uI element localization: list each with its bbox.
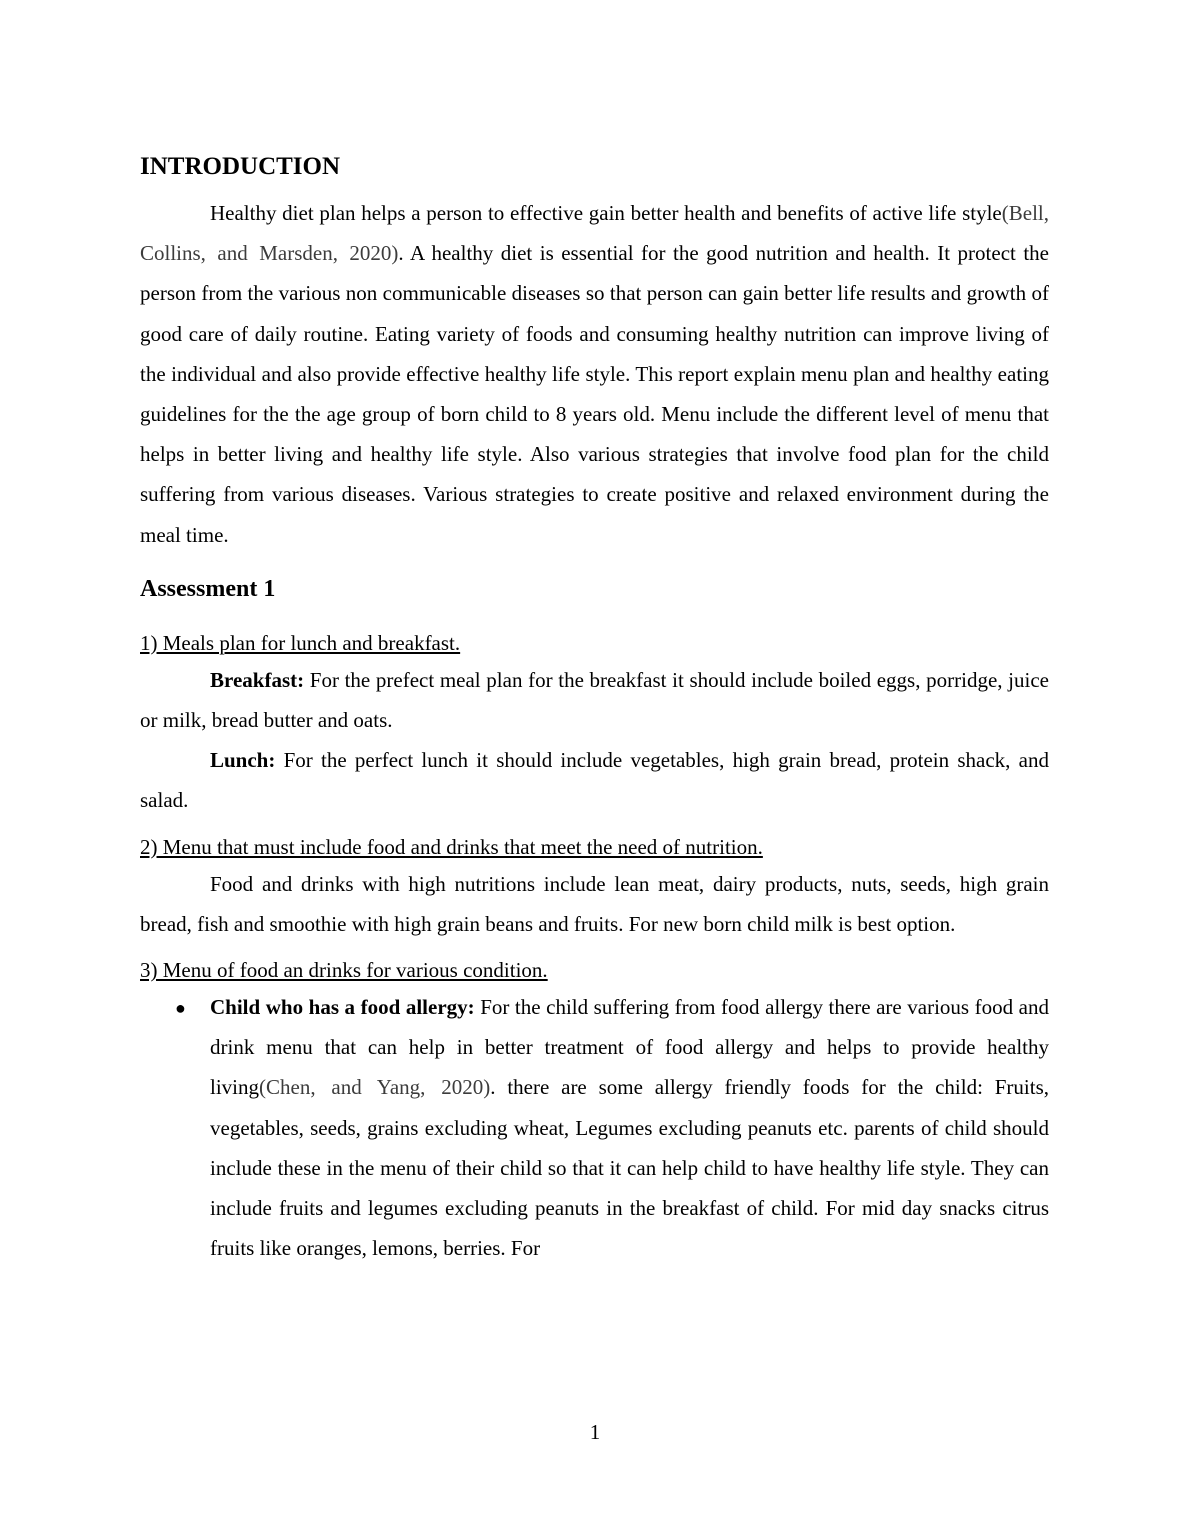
intro-text-1: Healthy diet plan helps a person to effective gain better health and benefits of active life style xyxy=(210,201,1002,225)
breakfast-paragraph xyxy=(140,660,1049,740)
food-allergy-paragraph xyxy=(210,987,1049,1268)
breakfast-label: Breakfast: xyxy=(210,667,305,692)
section-2-title: 2) Menu that must include food and drinks that meet the need of nutrition. xyxy=(140,834,763,859)
assessment-heading: Assessment 1 xyxy=(140,575,276,602)
section-1-title: 1) Meals plan for lunch and breakfast. xyxy=(140,630,461,655)
food-allergy-text-2: . there are some allergy friendly foods for the child: Fruits, vegetables, seeds, grains excluding wheat, Legumes excluding peanuts etc. parents of child should include these in the menu of their child so that it can help child to have healthy life style. They can include fruits and legumes excluding peanuts in the breakfast of child. For mid day snacks citrus fruits like oranges, lemons, berries. For xyxy=(210,1075,1049,1261)
citation-chen-2020: (Chen, and Yang, 2020) xyxy=(259,1075,491,1100)
introduction-heading: INTRODUCTION xyxy=(140,153,341,180)
nutrition-paragraph: Food and drinks with high nutritions include lean meat, dairy products, nuts, seeds, high grain bread, fish and smoothie with high grain beans and fruits. For new born child milk is best option. xyxy=(140,871,1049,936)
introduction-paragraph xyxy=(140,193,1049,555)
bullet-icon: ● xyxy=(175,998,186,1019)
list-item xyxy=(140,987,1049,1268)
breakfast-text: For the prefect meal plan for the breakfast it should include boiled eggs, porridge, juice or milk, bread butter and oats. xyxy=(140,667,1049,733)
lunch-text: For the perfect lunch it should include vegetables, high grain bread, protein shack, and salad. xyxy=(140,748,1049,813)
section-3-title: 3) Menu of food an drinks for various condition. xyxy=(140,958,548,983)
document-page xyxy=(140,150,1049,1268)
lunch-paragraph xyxy=(140,740,1049,820)
lunch-label: Lunch: xyxy=(210,748,276,773)
food-allergy-label: Child who has a food allergy: xyxy=(210,995,475,1020)
intro-text-2: . A healthy diet is essential for the good nutrition and health. It protect the person from the various non communicable diseases so that person can gain better life results and growth of good care of daily routine. Eating variety of foods and consuming healthy nutrition can improve living of the individual and also provide effective healthy life style. This report explain menu plan and healthy eating guidelines for the the age group of born child to 8 years old. Menu include the different level of menu that helps in better living and healthy life style. Also various strategies that involve food plan for the child suffering from various diseases. Various strategies to create positive and relaxed environment during the meal time. xyxy=(140,241,1049,547)
page-number: 1 xyxy=(589,1420,601,1444)
food-allergy-text-1: For the child suffering from food allergy there are various food and drink menu that can help in better treatment of food allergy and helps to provide healthy living xyxy=(210,995,1049,1100)
citation-bell-2020: (Bell, Collins, and Marsden, 2020) xyxy=(140,201,1049,266)
